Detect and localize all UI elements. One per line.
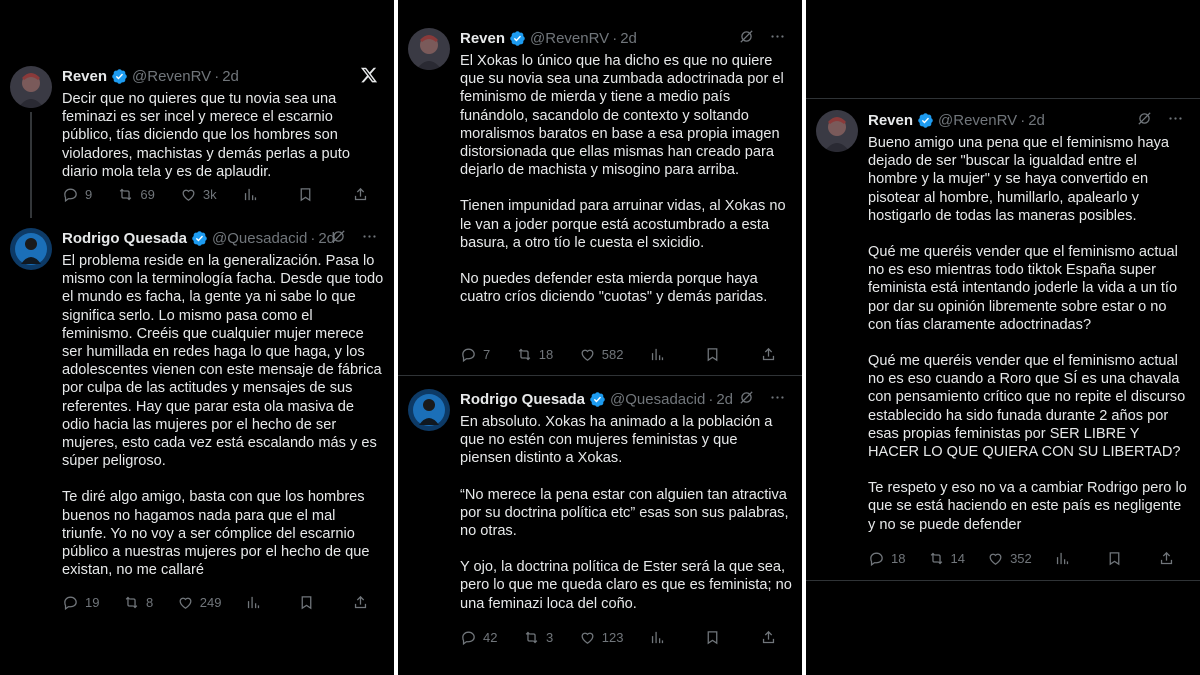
screenshot-panel-3	[806, 0, 1200, 675]
divider	[806, 580, 1200, 581]
bookmark-button[interactable]	[704, 346, 734, 363]
tweet-paragraph: No puedes defender esta mierda porque haya cuatro críos diciendo "cuotas" y demás paridas.	[460, 271, 768, 306]
like-button[interactable]	[579, 346, 624, 363]
reply-count: 7	[483, 347, 491, 362]
tweet-paragraph: En absoluto. Xokas ha animado a la población a que no estén con mujeres feministas y que piensen distinto a Xokas.	[460, 414, 773, 467]
author-handle[interactable]: @Quesadacid	[212, 229, 308, 247]
more-options-icon[interactable]	[361, 228, 378, 245]
like-count: 249	[199, 595, 222, 610]
tweet-time[interactable]: 2d	[716, 390, 733, 408]
reply-button[interactable]	[460, 346, 490, 363]
tweet-header	[62, 66, 384, 86]
views-button[interactable]	[242, 186, 272, 203]
tweet-time[interactable]: 2d	[620, 29, 637, 47]
tweet-text	[868, 134, 1190, 534]
more-options-icon[interactable]	[769, 28, 786, 45]
repost-button[interactable]	[523, 629, 553, 646]
share-button[interactable]	[1158, 550, 1188, 567]
bookmark-button[interactable]	[1106, 550, 1136, 567]
thread-line	[30, 112, 32, 218]
reply-count: 19	[85, 595, 100, 610]
repost-count: 14	[950, 551, 965, 566]
views-button[interactable]	[1054, 550, 1084, 567]
repost-count: 18	[538, 347, 554, 362]
separator-dot: ·	[612, 29, 618, 47]
grok-icon[interactable]	[738, 389, 755, 406]
author-handle[interactable]: @RevenRV	[938, 111, 1018, 129]
verified-badge-icon	[589, 391, 606, 408]
tweet-text	[460, 413, 792, 613]
share-button[interactable]	[352, 594, 382, 611]
author-name[interactable]: Reven	[62, 67, 108, 85]
avatar[interactable]	[10, 66, 52, 108]
reply-count: 18	[891, 551, 906, 566]
author-handle[interactable]: @Quesadacid	[610, 390, 706, 408]
separator-dot: ·	[708, 390, 714, 408]
like-count: 3k	[202, 187, 217, 202]
bookmark-button[interactable]	[704, 629, 734, 646]
tweet-actions	[62, 186, 382, 203]
tweet[interactable]	[398, 28, 802, 373]
tweet-text	[62, 252, 384, 579]
header-icons	[360, 66, 378, 84]
like-button[interactable]	[579, 629, 624, 646]
tweet-header	[868, 110, 1190, 130]
author-name[interactable]: Reven	[460, 29, 506, 47]
separator-dot: ·	[214, 67, 220, 85]
tweet-header	[62, 228, 384, 248]
repost-count: 3	[545, 630, 554, 645]
tweet[interactable]	[398, 389, 802, 654]
separator-dot: ·	[310, 229, 316, 247]
repost-button[interactable]	[516, 346, 553, 363]
avatar[interactable]	[408, 28, 450, 70]
tweet-actions	[62, 594, 382, 611]
separator-dot: ·	[1020, 111, 1026, 129]
share-button[interactable]	[352, 186, 382, 203]
reply-button[interactable]	[460, 629, 497, 646]
grok-icon[interactable]	[1136, 110, 1153, 127]
like-button[interactable]	[987, 550, 1032, 567]
verified-badge-icon	[917, 112, 934, 129]
author-name[interactable]: Rodrigo Quesada	[62, 229, 188, 247]
tweet-text	[62, 90, 384, 181]
tweet-header	[460, 389, 792, 409]
tweet-paragraph: El Xokas lo único que ha dicho es que no quiere que su novia sea una zumbada adoctrinada por el feminismo de mierda y tiene a medio país funándolo, sacandolo de contexto y soltando moralismos baratos en base a esa propia imagen distorsionada que ellas mismas han creado para dejarlo de machista y misogino para arriba.	[460, 53, 784, 179]
tweet-text	[460, 52, 792, 306]
tweet-time[interactable]: 2d	[222, 67, 239, 85]
tweet-time[interactable]: 2d	[318, 229, 335, 247]
tweet-header	[460, 28, 792, 48]
screenshot-panel-2	[398, 0, 802, 675]
grok-icon[interactable]	[330, 228, 347, 245]
tweet[interactable]	[0, 66, 394, 208]
reply-count: 9	[85, 187, 93, 202]
divider	[398, 375, 802, 376]
like-button[interactable]	[180, 186, 217, 203]
reply-count: 42	[483, 630, 498, 645]
author-handle[interactable]: @RevenRV	[530, 29, 610, 47]
tweet-actions	[460, 346, 790, 363]
tweet-paragraph: Y ojo, la doctrina política de Ester será la que sea, pero lo que me queda claro es que es feminista; no una feminazi loca del coño.	[460, 559, 792, 612]
tweet-paragraph: “No merece la pena estar con alguien tan atractiva por su doctrina política etc” esas son sus palabras, no otras.	[460, 486, 789, 540]
more-options-icon[interactable]	[1167, 110, 1184, 127]
header-icons	[738, 389, 786, 406]
verified-badge-icon	[111, 68, 128, 85]
tweet-time[interactable]: 2d	[1028, 111, 1045, 129]
bookmark-button[interactable]	[298, 594, 328, 611]
tweet-actions	[868, 550, 1188, 567]
author-handle[interactable]: @RevenRV	[132, 67, 212, 85]
tweet-paragraph: Qué me queréis vender que el feminismo actual no es eso cuando a Roro que SÍ es una chavala con pensamiento crítico que no repite el discurso establecido ha sido funada durante 2 años por esas propias feministas por SER LIBRE Y HACER LO QUE QUIERA CON SU LIBERTAD?	[868, 353, 1186, 461]
tweet-paragraph: Qué me queréis vender que el feminismo actual no es eso mientras todo tiktok España super feminista está intentando joderle la vida a un tío por dar su opinión libremente sobre estar o no con tías claramente adoctrinadas?	[868, 244, 1178, 333]
reply-button[interactable]	[62, 594, 99, 611]
repost-button[interactable]	[123, 594, 153, 611]
reply-button[interactable]	[868, 550, 905, 567]
repost-button[interactable]	[117, 186, 154, 203]
author-name[interactable]: Rodrigo Quesada	[460, 390, 586, 408]
bookmark-button[interactable]	[297, 186, 327, 203]
author-name[interactable]: Reven	[868, 111, 914, 129]
divider	[806, 98, 1200, 99]
screenshot-panel-1	[0, 0, 394, 675]
share-button[interactable]	[760, 629, 790, 646]
repost-count: 69	[140, 187, 155, 202]
repost-count: 8	[145, 595, 154, 610]
header-icons	[738, 28, 786, 45]
verified-badge-icon	[191, 230, 208, 247]
tweet-paragraph: Bueno amigo una pena que el feminismo haya dejado de ser "buscar la igualdad entre el hombre y la mujer" y se haya convertido en pisotear al hombre, humillarlo, apalearlo y hostigarlo de todas las maneras posibles.	[868, 135, 1169, 224]
tweet[interactable]	[0, 228, 394, 618]
tweet-paragraph: Te diré algo amigo, basta con que los hombres buenos no hagamos nada para que el mal triunfe. Yo no voy a ser cómplice del escarnio público a nuestras mujeres por el hecho de que existan, no me callaré	[62, 489, 370, 579]
grok-icon[interactable]	[738, 28, 755, 45]
views-button[interactable]	[245, 594, 275, 611]
verified-badge-icon	[509, 30, 526, 47]
more-options-icon[interactable]	[769, 389, 786, 406]
x-logo-icon[interactable]	[360, 66, 378, 84]
tweet[interactable]	[806, 110, 1200, 580]
like-count: 123	[601, 630, 624, 645]
tweet-paragraph: Te respeto y eso no va a cambiar Rodrigo pero lo que se está haciendo en este país es negligente y no se puede defender	[868, 480, 1187, 533]
like-count: 352	[1010, 551, 1032, 566]
tweet-paragraph: Decir que no quieres que tu novia sea una feminazi es ser incel y merece el escarnio público, tías diciendo que los hombres son violadores, machistas y demás perlas a puto diario mola tela y es de aplaudir.	[62, 91, 350, 180]
like-count: 582	[601, 347, 624, 362]
avatar[interactable]	[816, 110, 858, 152]
views-button[interactable]	[649, 629, 679, 646]
tweet-paragraph: El problema reside en la generalización. Pasa lo mismo con la terminología facha. Desde que todo el mundo es facha, la gente ya ni sabe lo que significa serlo. Lo mismo pasa como el feminismo. Creéis que cualquier mujer merece ser humillada en redes haga lo que haga, y los adolescentes vienen con este mensaje de fábrica por culpa de las actitudes y mensajes de sus referentes. Hay que parar esta ola masiva de odio hacia las mujeres por el hecho de ser mujeres, esto cada vez está escalando más y es súper peligroso.	[62, 253, 384, 470]
reply-button[interactable]	[62, 186, 92, 203]
repost-button[interactable]	[928, 550, 965, 567]
avatar[interactable]	[10, 228, 52, 270]
tweet-paragraph: Tienen impunidad para arruinar vidas, al Xokas no le van a joder porque está acostumbrado a esta basura, a otro tío le cuesta el sxicidio.	[460, 198, 786, 251]
like-button[interactable]	[177, 594, 222, 611]
share-button[interactable]	[760, 346, 790, 363]
views-button[interactable]	[649, 346, 679, 363]
header-icons	[1136, 110, 1184, 127]
header-icons	[330, 228, 378, 245]
tweet-actions	[460, 629, 790, 646]
avatar[interactable]	[408, 389, 450, 431]
